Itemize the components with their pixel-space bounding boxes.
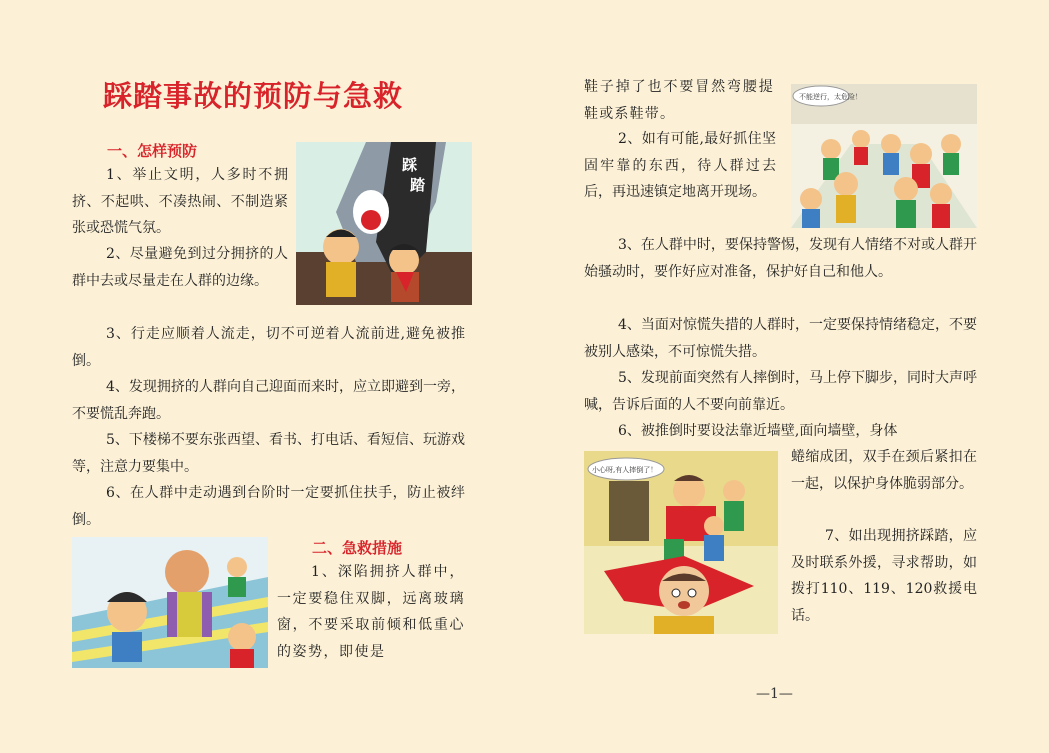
prevention-item-4: 4、发现拥挤的人群向自己迎面而来时，应立即避到一旁，不要慌乱奔跑。 xyxy=(72,379,465,422)
fallen-child-illustration xyxy=(584,451,778,634)
first-aid-item-1-part-a: 1、深陷拥挤人群中，一定要稳住双脚，远离玻璃窗，不要采取前倾和低重心的姿势，即使是 xyxy=(277,564,465,660)
page-title: 踩踏事故的预防与急救 xyxy=(103,79,404,113)
first-aid-item-1-tail: 鞋子掉了也不要冒然弯腰提鞋或系鞋带。 xyxy=(584,79,774,122)
shoe-text-char-1: 踩 xyxy=(402,156,418,174)
crowd-stairs-illustration xyxy=(72,537,268,668)
first-aid-item-1-continued xyxy=(584,74,774,128)
first-aid-item-3: 3、在人群中时，要保持警惕，发现有人情绪不对或人群开始骚动时，要作好应对准备，保护好自己和他人。 xyxy=(584,237,977,280)
prevention-item-5: 5、下楼梯不要东张西望、看书、打电话、看短信、玩游戏等，注意力要集中。 xyxy=(72,432,465,475)
fall-speech-bubble: 小心呀,有人摔倒了！ xyxy=(592,466,658,474)
section-heading-first-aid: 二、急救措施 xyxy=(312,539,403,557)
first-aid-item-2: 2、如有可能,最好抓住坚固牢靠的东西，待人群过去后，再迅速镇定地离开现场。 xyxy=(584,131,776,200)
first-aid-item-6-first-line: 6、被推倒时要设法靠近墙壁,面向墙壁，身体 xyxy=(618,423,898,439)
trampling-shoe-illustration xyxy=(296,142,472,305)
crowd-corridor-illustration xyxy=(791,84,977,228)
first-aid-item-6-rest: 蜷缩成团，双手在颈后紧扣在一起，以保护身体脆弱部分。 xyxy=(791,449,977,492)
prevention-item-3: 3、行走应顺着人流走，切不可逆着人流前进,避免被推倒。 xyxy=(72,326,465,369)
section-heading-prevention: 一、怎样预防 xyxy=(107,142,198,160)
first-aid-item-6 xyxy=(791,444,977,497)
first-aid-item-7: 7、如出现拥挤踩踏，应及时联系外援，寻求帮助，如拨打110、119、120救援电话。 xyxy=(791,528,977,624)
prevention-item-2: 2、尽量避免到过分拥挤的人群中去或尽量走在人群的边缘。 xyxy=(72,246,288,289)
prevention-item-1: 1、举止文明，人多时不拥挤、不起哄、不凑热闹、不制造紧张或恐慌气氛。 xyxy=(72,167,288,236)
shoe-text-char-2: 踏 xyxy=(410,176,426,194)
first-aid-item-5: 5、发现前面突然有人摔倒时，马上停下脚步，同时大声呼喊，告诉后面的人不要向前靠近。 xyxy=(584,370,977,413)
first-aid-item-6-head xyxy=(584,418,977,445)
prevention-item-6: 6、在人群中走动遇到台阶时一定要抓住扶手，防止被绊倒。 xyxy=(72,485,465,528)
warning-speech-bubble: 不能逆行，太危险！ xyxy=(799,93,862,101)
first-aid-item-4: 4、当面对惊慌失措的人群时，一定要保持情绪稳定，不要被别人感染，不可惊慌失措。 xyxy=(584,317,977,360)
page-number: —1— xyxy=(756,686,793,702)
